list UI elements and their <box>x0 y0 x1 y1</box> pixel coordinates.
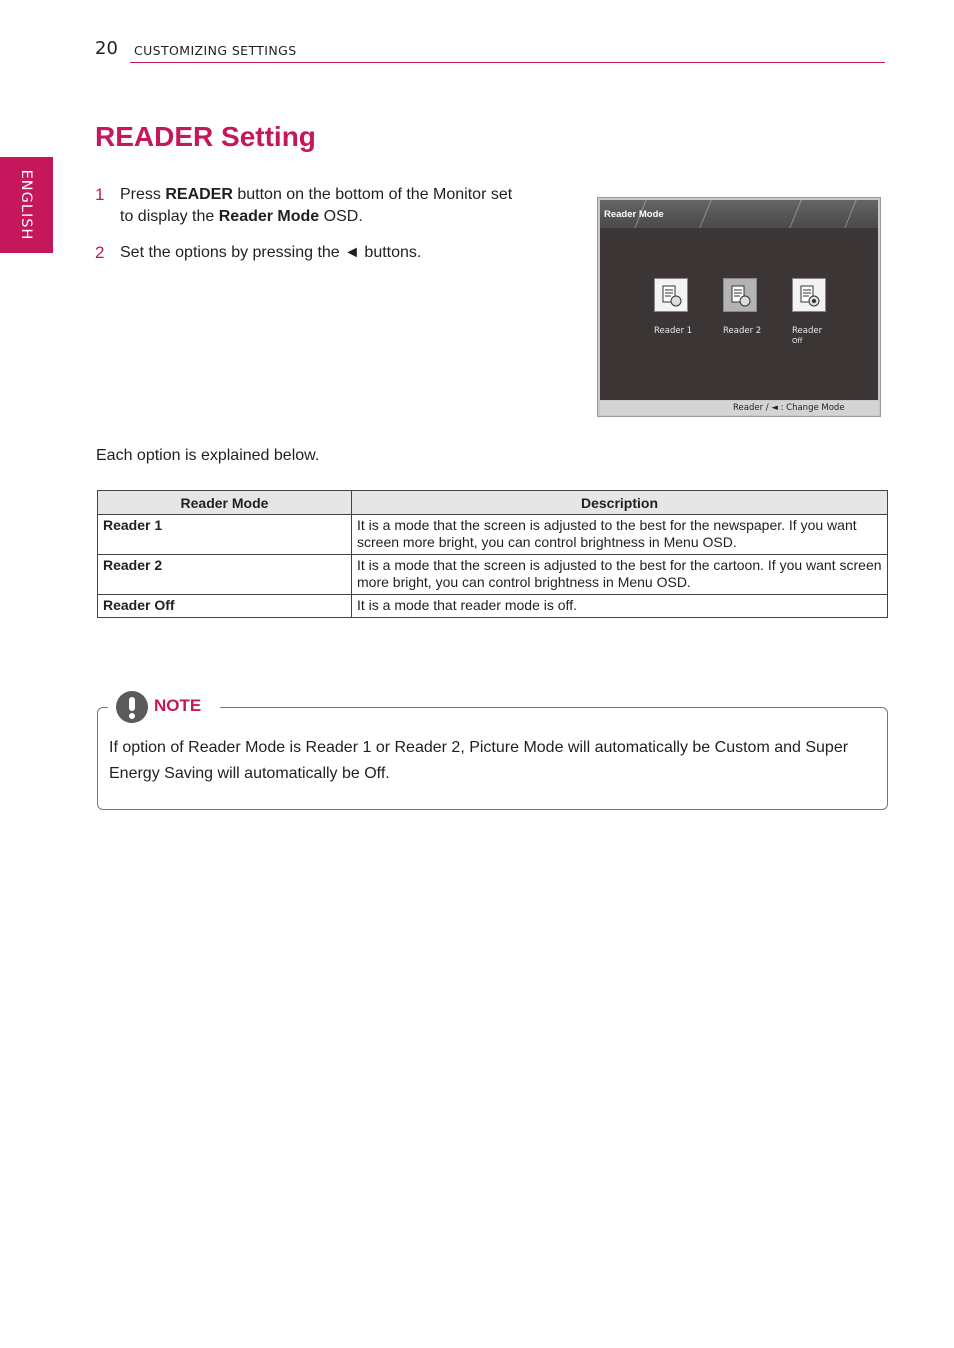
intro-text: Each option is explained below. <box>96 447 320 464</box>
osd-title: Reader Mode <box>604 209 664 220</box>
step-text-bold: READER <box>165 186 233 203</box>
table-header: Reader Mode <box>98 491 352 515</box>
osd-option-reader-off[interactable] <box>792 278 826 312</box>
osd-option-label: Reader 1 <box>654 326 693 336</box>
table-header-row <box>98 491 888 515</box>
table-header: Description <box>352 491 888 515</box>
table-cell-description: It is a mode that the screen is adjusted to the best for the cartoon. If you want screen more bright, you can control brightness in Menu OSD. <box>352 555 888 595</box>
alert-icon <box>116 691 148 723</box>
step-text-part: Set the options by pressing the ◄ buttons. <box>120 244 422 261</box>
osd-option-sublabel: Off <box>792 337 803 345</box>
osd-option-reader-2[interactable] <box>723 278 757 312</box>
step-text-part: Press <box>120 186 166 203</box>
table-cell-description: It is a mode that reader mode is off. <box>352 595 888 618</box>
table-cell-mode: Reader 1 <box>98 515 352 555</box>
table-row <box>98 555 888 595</box>
table-cell-mode: Reader Off <box>98 595 352 618</box>
table-row <box>98 595 888 618</box>
osd-option-label: Reader <box>792 326 823 336</box>
page-number: 20 <box>95 38 118 59</box>
note-text: If option of Reader Mode is Reader 1 or Reader 2, Picture Mode will automatically be Custom and Super Energy Saving will automatically be Off. <box>109 739 849 782</box>
document-icon <box>730 285 752 307</box>
osd-header-decoration <box>699 200 711 228</box>
table-cell-description: It is a mode that the screen is adjusted to the best for the newspaper. If you want screen more bright, you can control brightness in Menu OSD. <box>352 515 888 555</box>
document-icon <box>661 285 683 307</box>
osd-body <box>600 228 878 400</box>
step-number: 1 <box>95 185 105 204</box>
header-rule <box>130 62 885 63</box>
osd-footer-hint: Reader / ◄ : Change Mode <box>733 403 845 413</box>
step-number: 2 <box>95 243 105 262</box>
step-text-bold: Reader Mode <box>218 208 320 225</box>
language-tab <box>0 157 53 253</box>
osd-option-label: Reader 2 <box>723 326 762 336</box>
document-icon <box>799 285 821 307</box>
osd-screenshot <box>597 197 881 417</box>
osd-header-decoration <box>789 200 801 228</box>
table-cell-mode: Reader 2 <box>98 555 352 595</box>
step-text-part: OSD. <box>319 208 363 225</box>
osd-option-reader-1[interactable] <box>654 278 688 312</box>
section-name: CUSTOMIZING SETTINGS <box>134 43 297 58</box>
note-label: NOTE <box>154 696 202 715</box>
osd-header <box>600 200 878 228</box>
osd-footer <box>600 401 878 415</box>
table-row <box>98 515 888 555</box>
step-text <box>120 242 520 264</box>
step-text-part: button on the bottom of the Monitor set to display the <box>120 186 513 225</box>
osd-header-decoration <box>844 200 856 228</box>
step-text <box>120 184 520 228</box>
page-title: READER Setting <box>95 121 316 152</box>
language-tab-label: ENGLISH <box>18 169 34 241</box>
reader-mode-table <box>97 490 888 618</box>
